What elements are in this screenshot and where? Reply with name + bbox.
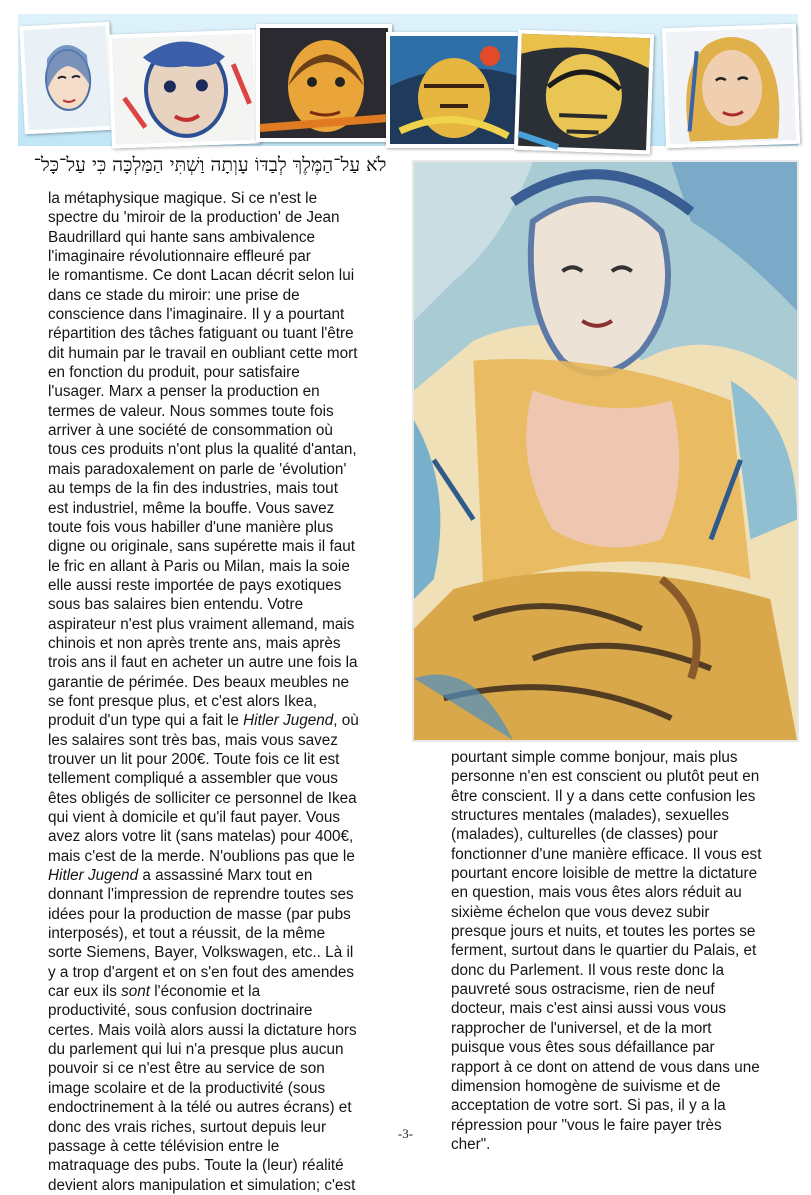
face-painting-thumbnail-6 (662, 24, 800, 149)
face-painting-thumbnail-1 (19, 22, 115, 135)
face-painting-thumbnail-4 (386, 32, 522, 148)
header-banner (18, 14, 798, 146)
face-painting-thumbnail-5 (514, 30, 654, 155)
face-painting-thumbnail-2 (108, 29, 260, 148)
page-number: -3- (397, 1126, 414, 1141)
hebrew-verse: לֹא עַל־הַמֶּלֶךְ לְבַדּוֹ עָוְתָה וַשְׁתִּי הַמַּלְכָּה כִּי עַל־כָּל־ (33, 154, 387, 176)
article-right-column: pourtant simple comme bonjour, mais plus personne n'en est conscient ou plutôt peut en être conscient. Il y a dans cette confusion les structures mentales (malades), sexuelles (malades), culturelles (de classes) pour fonctionner d'une manière efficace. Il vous est pourtant encore loisible de mettre la dictature en question, mais vous êtes alors réduit au sixième échelon que vous devez subir presque jours et nuits, et toutes les portes se ferment, surtout dans le quartier du Palais, et donc du Parlement. Il vous reste donc la pauvreté sous ostracisme, rien de neuf docteur, mais c'est ainsi aussi vous vous rapprocher de l'universel, et de la mort puisque vous êtes sous défaillance par rapport à ce dont on attend de vous dans une dimension homogène de suivisme et de acceptation de votre sort. Si pas, il y a la répression pour "vous le faire payer très cher". (451, 749, 762, 1153)
main-painting (412, 160, 799, 742)
article-left-column: la métaphysique magique. Si ce n'est le spectre du 'miroir de la production' de Jean Baudrillard qui hante sans ambivalence l'imaginaire révolutionnaire effleuré par le romantisme. Ce dont Lacan décrit selon lui dans ce stade du miroir: une prise de conscience dans l'imaginaire. Il y a pourtant répartition des tâches fatiguant ou tuant l'être dit humain par le travail en oubliant cette mort en fonction du produit, pour satisfaire l'usager. Marx a penser la production en termes de valeur. Nous sommes toute fois arriver à une société de consommation où tous ces produits n'ont plus la qualité d'antan, mais paradoxalement on parle de 'évolution' au temps de la fin des industries, mais tout est industriel, même la bouffe. Vous savez toute fois vous habiller d'une manière plus digne ou originale, sans supérette mais il faut le fric en allant à Paris ou Milan, mais la soie elle aussi reste importée de pays exotiques sous bas salaires bien entendu. Votre aspirateur n'est plus vraiment allemand, mais chinois et non après trente ans, mais après trois ans il faut en acheter un autre une fois la garantie de périmée. Des beaux meubles ne se font presque plus, et c'est alors Ikea, produit d'un type qui a fait le Hitler Jugend, où les salaires sont très bas, mais vous savez trouver un lit pour 200€. Toute fois ce lit est tellement compliqué a assembler que vous êtes obligés de solliciter ce personnel de Ikea qui vient à domicile et qu'il faut payer. Vous avez alors votre lit (sans matelas) pour 400€, mais c'est de la merde. N'oublions pas que le Hitler Jugend a assassiné Marx tout en donnant l'impression de reprendre toutes ses idées pour la production de masse (par pubs interposés), et tout a réussit, de la même sorte Siemens, Bayer, Volkswagen, etc.. Là il y a trop d'argent et on s'en fout des amendes car eux ils sont l'économie et la productivité, sous confusion doctrinaire certes. Mais voilà alors aussi la dictature hors du parlement qui lui n'a presque plus aucun pouvoir si ce n'est être au service de son image scolaire et de la productivité (sous endoctrinement à la télé ou autres écrans) et donc des vrais riches, surtout depuis leur passage à cette télévision entre le matraquage des pubs. Toute la (leur) réalité devient alors manipulation et simulation; c'est (48, 190, 359, 1194)
face-painting-thumbnail-3 (256, 24, 392, 142)
